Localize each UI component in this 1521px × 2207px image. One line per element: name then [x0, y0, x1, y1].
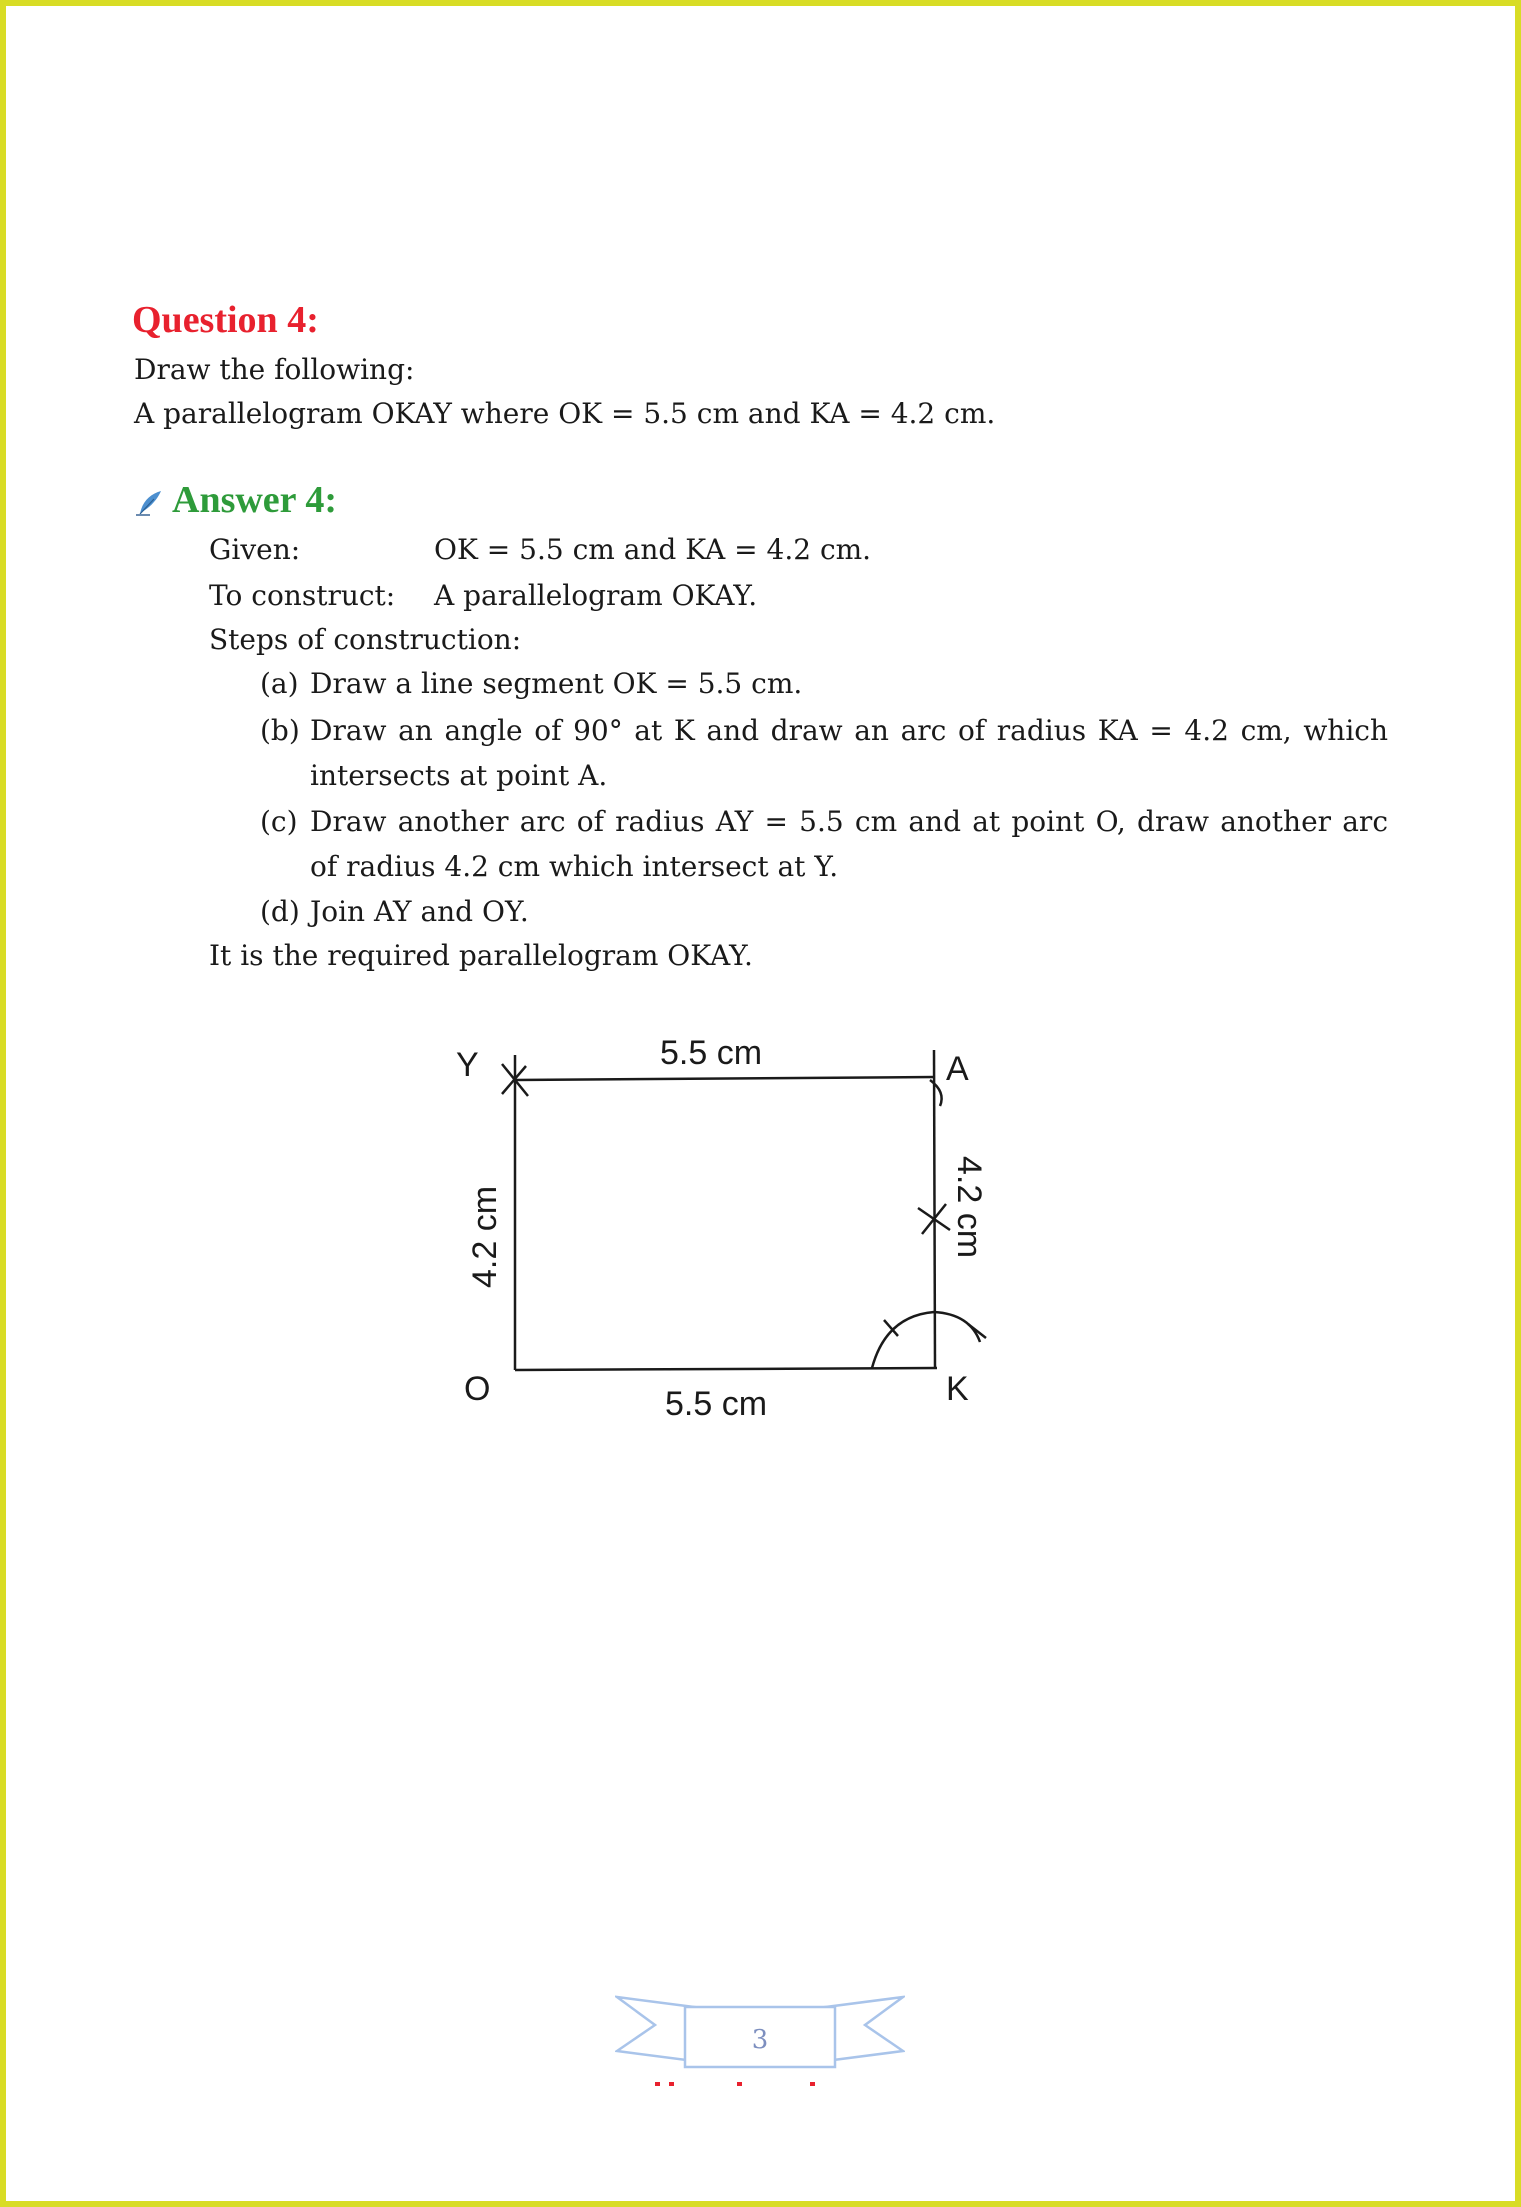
- construct-label: To construct:: [209, 579, 396, 612]
- side-ok: [515, 1368, 937, 1370]
- page-number: 3: [751, 2025, 769, 2055]
- step-label: (b): [260, 714, 300, 747]
- label-top-side: 5.5 cm: [660, 1034, 763, 1072]
- arc-at-a: [930, 1080, 942, 1106]
- vertex-k: K: [946, 1370, 969, 1408]
- side-ka: [934, 1050, 935, 1368]
- vertex-o: O: [464, 1370, 491, 1408]
- given-label: Given:: [209, 533, 301, 566]
- feather-pen-icon: [134, 488, 164, 518]
- question-line-2: A parallelogram OKAY where OK = 5.5 cm and KA = 4.2 cm.: [134, 397, 996, 430]
- label-bottom-side: 5.5 cm: [665, 1385, 768, 1423]
- question-line-1: Draw the following:: [134, 353, 415, 386]
- label-right-side: 4.2 cm: [950, 1156, 988, 1259]
- construct-value: A parallelogram OKAY.: [434, 579, 758, 612]
- step-label: (d): [260, 895, 300, 928]
- footer-dots: [655, 2080, 825, 2088]
- step-label: (a): [260, 667, 299, 700]
- step-item: [260, 661, 1388, 706]
- steps-heading: Steps of construction:: [209, 623, 522, 656]
- question-title: Question 4:: [132, 299, 319, 341]
- label-left-side: 4.2 cm: [466, 1185, 504, 1288]
- arc-at-k: [872, 1312, 980, 1368]
- step-item: [260, 799, 1388, 889]
- step-text: Join AY and OY.: [310, 895, 529, 928]
- answer-title: Answer 4:: [172, 479, 338, 521]
- step-item: [260, 889, 1388, 934]
- parallelogram-figure: [440, 1020, 1040, 1440]
- step-text: Draw another arc of radius AY = 5.5 cm and at point O, draw another arc of radius 4.2 cm which intersect at Y.: [310, 805, 1388, 883]
- given-value: OK = 5.5 cm and KA = 4.2 cm.: [434, 533, 872, 566]
- vertex-a: A: [946, 1050, 969, 1088]
- side-ya: [515, 1077, 935, 1080]
- step-label: (c): [260, 805, 298, 838]
- vertex-y: Y: [456, 1046, 479, 1084]
- conclusion-text: It is the required parallelogram OKAY.: [209, 939, 753, 972]
- step-text: Draw an angle of 90° at K and draw an arc of radius KA = 4.2 cm, which intersects at point A.: [310, 714, 1388, 792]
- step-text: Draw a line segment OK = 5.5 cm.: [310, 667, 803, 700]
- step-item: [260, 708, 1388, 798]
